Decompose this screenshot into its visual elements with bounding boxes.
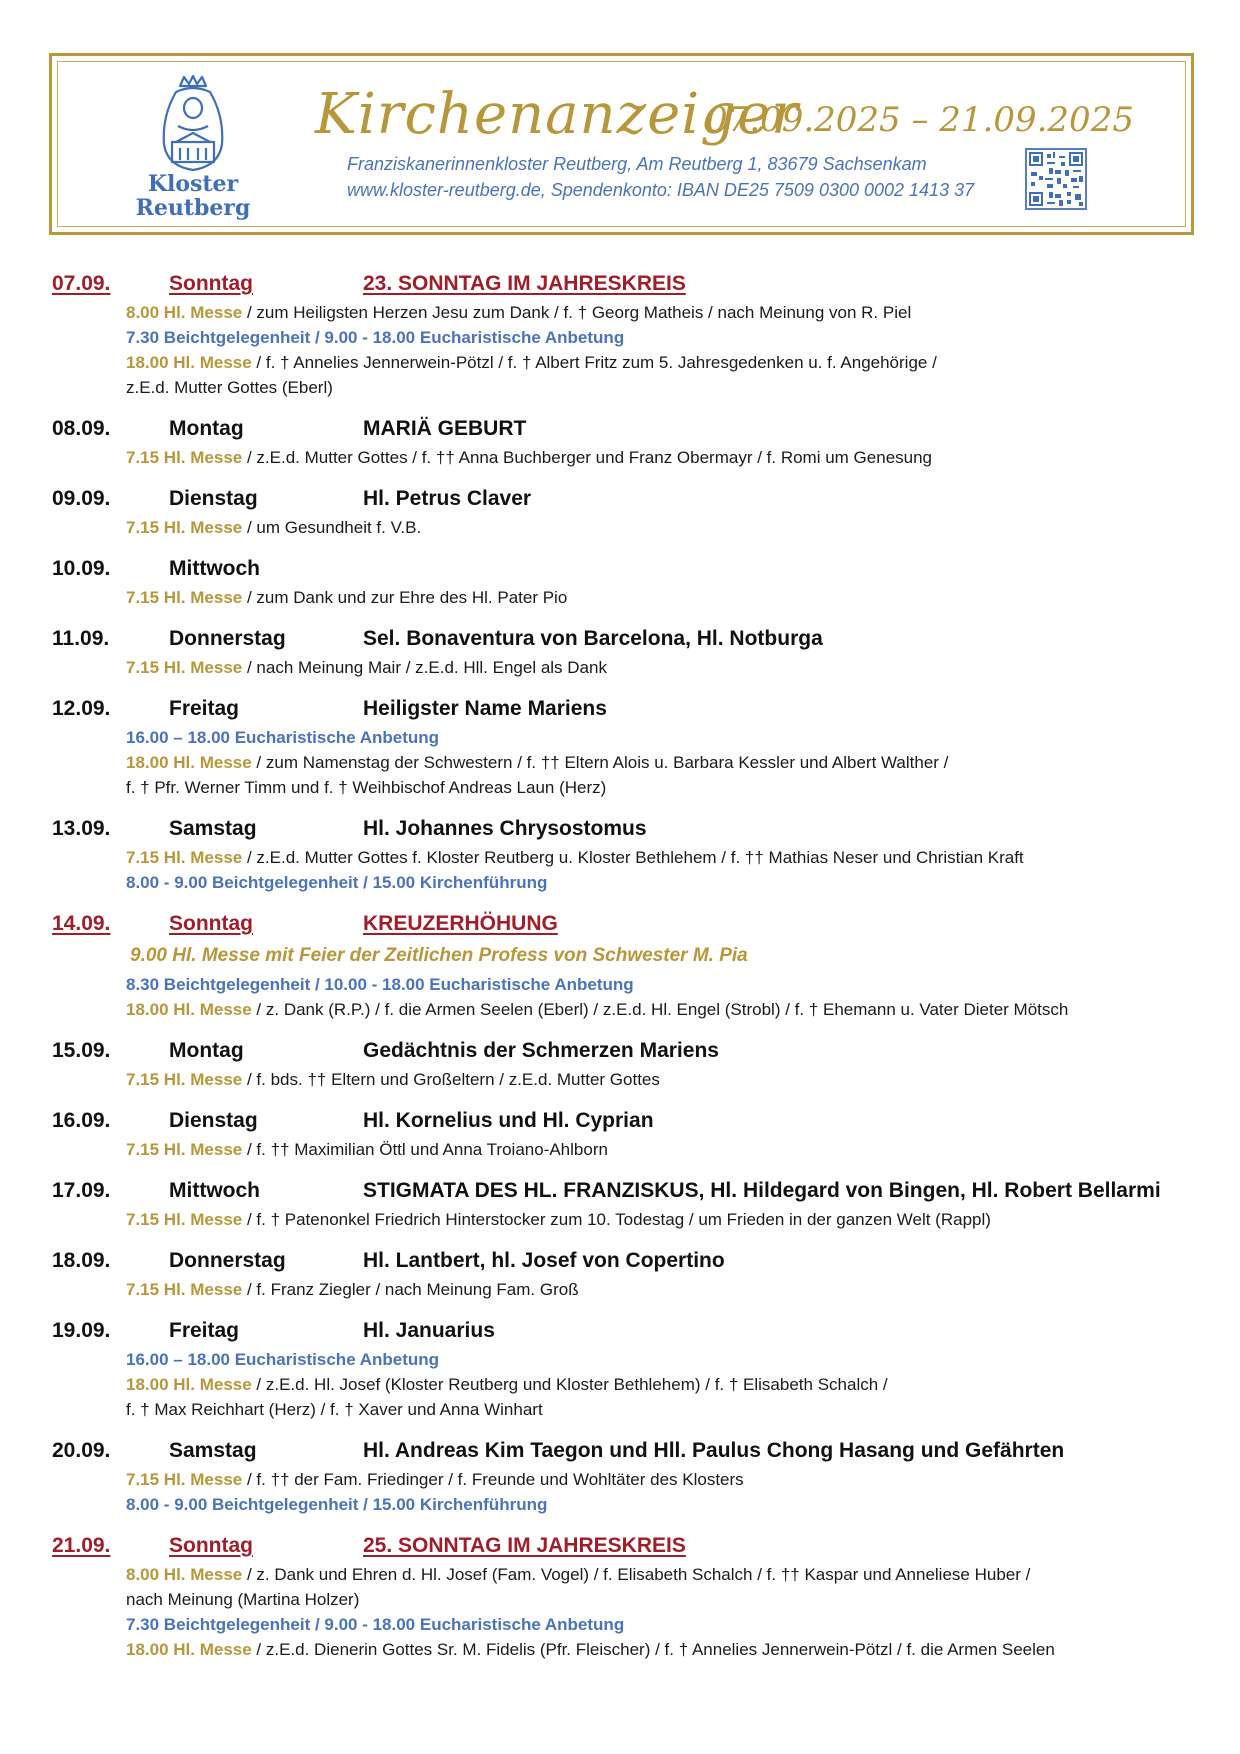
- service-line: [126, 1277, 1202, 1302]
- day-weekday: Dienstag: [169, 1109, 258, 1132]
- day-date: 17.09.: [52, 1179, 111, 1202]
- mass-time: 18.00 Hl. Messe: [126, 1000, 252, 1019]
- mass-time: 7.15 Hl. Messe: [126, 1070, 243, 1089]
- day-weekday: Samstag: [169, 1439, 257, 1462]
- day-entry: [52, 413, 1202, 470]
- service-line: [126, 1372, 1202, 1397]
- service-line: [126, 750, 1202, 775]
- day-feast: Gedächtnis der Schmerzen Mariens: [363, 1039, 719, 1062]
- mass-time: 7.15 Hl. Messe: [126, 448, 243, 467]
- mass-time: 7.15 Hl. Messe: [126, 518, 243, 537]
- service-line: [126, 1637, 1202, 1662]
- day-header: [52, 1245, 1202, 1277]
- mass-time: 7.15 Hl. Messe: [126, 1470, 243, 1489]
- day-feast: 23. SONNTAG IM JAHRESKREIS: [363, 272, 686, 295]
- intention-text: / f. †† der Fam. Friedinger / f. Freunde und Wohltäter des Klosters: [242, 1470, 744, 1489]
- day-entry: [52, 813, 1202, 895]
- day-header: [52, 623, 1202, 655]
- service-note: 7.30 Beichtgelegenheit / 9.00 - 18.00 Eucharistische Anbetung: [126, 1615, 625, 1634]
- day-entry: [52, 268, 1202, 400]
- service-note: 8.30 Beichtgelegenheit / 10.00 - 18.00 Eucharistische Anbetung: [126, 975, 634, 994]
- day-header: [52, 413, 1202, 445]
- date-range: 07.09.2025 – 21.09.2025: [706, 100, 1134, 140]
- day-entry: [52, 1435, 1202, 1517]
- day-date: 21.09.: [52, 1534, 111, 1557]
- service-line: [126, 1587, 1202, 1612]
- page-title: Kirchenanzeiger: [315, 82, 799, 147]
- intention-text: / z.E.d. Hl. Josef (Kloster Reutberg und Kloster Bethlehem) / f. † Elisabeth Schalch /: [251, 1375, 888, 1394]
- day-entry: [52, 693, 1202, 800]
- service-line: [126, 1067, 1202, 1092]
- day-entry: [52, 623, 1202, 680]
- service-line: [126, 1137, 1202, 1162]
- service-line: [126, 1562, 1202, 1587]
- service-note: 16.00 – 18.00 Eucharistische Anbetung: [126, 728, 440, 747]
- service-line: [126, 725, 1202, 750]
- day-weekday: Sonntag: [169, 1534, 253, 1557]
- day-entry: [52, 1245, 1202, 1302]
- day-weekday: Samstag: [169, 817, 257, 840]
- day-feast: STIGMATA DES HL. FRANZISKUS, Hl. Hildegard von Bingen, Hl. Robert Bellarmi: [363, 1179, 1161, 1202]
- intention-text: z.E.d. Mutter Gottes (Eberl): [126, 378, 333, 397]
- service-line: [126, 300, 1202, 325]
- intention-text: / f. † Patenonkel Friedrich Hinterstocker zum 10. Todestag / um Frieden in der ganzen Welt (Rappl): [242, 1210, 991, 1229]
- mass-time: 7.15 Hl. Messe: [126, 1140, 243, 1159]
- intention-text: f. † Max Reichhart (Herz) / f. † Xaver und Anna Winhart: [126, 1400, 543, 1419]
- service-note: 8.00 - 9.00 Beichtgelegenheit / 15.00 Kirchenführung: [126, 873, 548, 892]
- day-weekday: Mittwoch: [169, 1179, 260, 1202]
- mass-time: 18.00 Hl. Messe: [126, 1640, 252, 1659]
- day-date: 19.09.: [52, 1319, 111, 1342]
- logo-text-line-1: Kloster: [147, 171, 239, 197]
- day-weekday: Mittwoch: [169, 557, 260, 580]
- service-line: [126, 445, 1202, 470]
- day-header: [52, 1315, 1202, 1347]
- day-header: [52, 693, 1202, 725]
- service-line: [126, 1612, 1202, 1637]
- day-feast: Sel. Bonaventura von Barcelona, Hl. Notburga: [363, 627, 823, 650]
- service-line: [126, 655, 1202, 680]
- service-line: [126, 845, 1202, 870]
- day-entry: [52, 1035, 1202, 1092]
- day-feast: MARIÄ GEBURT: [363, 417, 527, 440]
- day-entry: [52, 1315, 1202, 1422]
- intention-text: / um Gesundheit f. V.B.: [242, 518, 422, 537]
- day-date: 16.09.: [52, 1109, 111, 1132]
- service-line: [126, 325, 1202, 350]
- day-feast: Hl. Andreas Kim Taegon und Hll. Paulus Chong Hasang und Gefährten: [363, 1439, 1065, 1462]
- day-date: 10.09.: [52, 557, 111, 580]
- day-feast: Heiligster Name Mariens: [363, 697, 607, 720]
- service-line: [126, 515, 1202, 540]
- day-header: [52, 1175, 1202, 1207]
- service-line: [126, 585, 1202, 610]
- day-header: [52, 813, 1202, 845]
- intention-text: / zum Heiligsten Herzen Jesu zum Dank / f. † Georg Matheis / nach Meinung von R. Piel: [242, 303, 912, 322]
- mass-time: 7.15 Hl. Messe: [126, 1210, 243, 1229]
- day-feast: Hl. Johannes Chrysostomus: [363, 817, 647, 840]
- day-date: 08.09.: [52, 417, 111, 440]
- service-line: [126, 972, 1202, 997]
- service-line: [126, 1467, 1202, 1492]
- day-feast: Hl. Petrus Claver: [363, 487, 532, 510]
- day-date: 18.09.: [52, 1249, 111, 1272]
- intention-text: / z. Dank (R.P.) / f. die Armen Seelen (Eberl) / z.E.d. Hl. Engel (Strobl) / f. † Ehemann u. Vater Dieter Mötsch: [251, 1000, 1069, 1019]
- intention-text: nach Meinung (Martina Holzer): [126, 1590, 360, 1609]
- day-weekday: Donnerstag: [169, 627, 286, 650]
- web-bank-line: www.kloster-reutberg.de, Spendenkonto: IBAN DE25 7509 0300 0002 1413 37: [347, 180, 975, 200]
- service-note: 16.00 – 18.00 Eucharistische Anbetung: [126, 1350, 440, 1369]
- day-weekday: Donnerstag: [169, 1249, 286, 1272]
- mass-time: 8.00 Hl. Messe: [126, 1565, 243, 1584]
- service-line: [126, 350, 1202, 375]
- service-line: [126, 375, 1202, 400]
- day-weekday: Freitag: [169, 1319, 240, 1342]
- day-entry: [52, 1530, 1202, 1662]
- day-weekday: Sonntag: [169, 912, 253, 935]
- mass-time: 18.00 Hl. Messe: [126, 753, 252, 772]
- service-line: [126, 1347, 1202, 1372]
- mass-time: 8.00 Hl. Messe: [126, 303, 243, 322]
- day-entry: [52, 553, 1202, 610]
- day-weekday: Freitag: [169, 697, 240, 720]
- day-entry: [52, 1105, 1202, 1162]
- day-date: 13.09.: [52, 817, 111, 840]
- day-feast: Hl. Lantbert, hl. Josef von Copertino: [363, 1249, 725, 1272]
- day-entry: [52, 483, 1202, 540]
- day-header: [52, 1435, 1202, 1467]
- intention-text: / f. bds. †† Eltern und Großeltern / z.E.d. Mutter Gottes: [242, 1070, 660, 1089]
- address-line: Franziskanerinnenkloster Reutberg, Am Reutberg 1, 83679 Sachsenkam: [347, 154, 927, 174]
- intention-text: / f. †† Maximilian Öttl und Anna Troiano-Ahlborn: [242, 1140, 608, 1159]
- service-line: [126, 1492, 1202, 1517]
- intention-text: / f. Franz Ziegler / nach Meinung Fam. Groß: [242, 1280, 579, 1299]
- day-header: [52, 908, 1202, 940]
- day-entry: [52, 908, 1202, 1022]
- service-line: [126, 997, 1202, 1022]
- service-line: [126, 775, 1202, 800]
- day-header: [52, 268, 1202, 300]
- day-header: [52, 483, 1202, 515]
- intention-text: / zum Namenstag der Schwestern / f. †† Eltern Alois u. Barbara Kessler und Albert Walther /: [251, 753, 949, 772]
- intention-text: / nach Meinung Mair / z.E.d. Hll. Engel als Dank: [242, 658, 607, 677]
- intention-text: / z. Dank und Ehren d. Hl. Josef (Fam. Vogel) / f. Elisabeth Schalch / f. †† Kaspar und Anneliese Huber /: [242, 1565, 1031, 1584]
- mass-time: 18.00 Hl. Messe: [126, 1375, 252, 1394]
- mass-time: 7.15 Hl. Messe: [126, 848, 243, 867]
- day-date: 20.09.: [52, 1439, 111, 1462]
- profess-note: 9.00 Hl. Messe mit Feier der Zeitlichen Profess von Schwester M. Pia: [130, 945, 748, 966]
- qr-code-icon: [1025, 148, 1087, 210]
- intention-text: / zum Dank und zur Ehre des Hl. Pater Pio: [242, 588, 568, 607]
- day-date: 12.09.: [52, 697, 111, 720]
- logo-text-line-2: Reutberg: [135, 195, 251, 221]
- intention-text: / z.E.d. Mutter Gottes / f. †† Anna Buchberger und Franz Obermayr / f. Romi um Genesung: [242, 448, 933, 467]
- day-feast: KREUZERHÖHUNG: [363, 912, 558, 935]
- day-feast: Hl. Kornelius und Hl. Cyprian: [363, 1109, 654, 1132]
- day-header: [52, 1530, 1202, 1562]
- mass-time: 7.15 Hl. Messe: [126, 1280, 243, 1299]
- service-line: [126, 1397, 1202, 1422]
- day-feast: Hl. Januarius: [363, 1319, 495, 1342]
- day-date: 09.09.: [52, 487, 111, 510]
- day-feast: 25. SONNTAG IM JAHRESKREIS: [363, 1534, 686, 1557]
- service-line: [126, 870, 1202, 895]
- service-note: 8.00 - 9.00 Beichtgelegenheit / 15.00 Kirchenführung: [126, 1495, 548, 1514]
- day-date: 14.09.: [52, 912, 111, 935]
- day-header: [52, 1105, 1202, 1137]
- intention-text: / z.E.d. Mutter Gottes f. Kloster Reutberg u. Kloster Bethlehem / f. †† Mathias Neser und Christian Kraft: [242, 848, 1024, 867]
- logo-wordmark: [130, 172, 256, 220]
- day-date: 15.09.: [52, 1039, 111, 1062]
- day-date: 07.09.: [52, 272, 111, 295]
- intention-text: / f. † Annelies Jennerwein-Pötzl / f. † Albert Fritz zum 5. Jahresgedenken u. f. Angehörige /: [251, 353, 937, 372]
- day-header: [52, 553, 1202, 585]
- day-date: 11.09.: [52, 627, 110, 650]
- day-weekday: Montag: [169, 417, 244, 440]
- day-weekday: Dienstag: [169, 487, 258, 510]
- mass-time: 18.00 Hl. Messe: [126, 353, 252, 372]
- service-note: 7.30 Beichtgelegenheit / 9.00 - 18.00 Eucharistische Anbetung: [126, 328, 625, 347]
- intention-text: f. † Pfr. Werner Timm und f. † Weihbischof Andreas Laun (Herz): [126, 778, 607, 797]
- day-header: [52, 1035, 1202, 1067]
- day-entry: [52, 1175, 1202, 1232]
- mass-time: 7.15 Hl. Messe: [126, 658, 243, 677]
- day-weekday: Sonntag: [169, 272, 253, 295]
- intention-text: / z.E.d. Dienerin Gottes Sr. M. Fidelis (Pfr. Fleischer) / f. † Annelies Jennerwein-Pötzl / f. die Armen Seelen: [251, 1640, 1055, 1659]
- service-line: [126, 1207, 1202, 1232]
- schedule-list: [52, 268, 1202, 1675]
- day-weekday: Montag: [169, 1039, 244, 1062]
- mass-time: 7.15 Hl. Messe: [126, 588, 243, 607]
